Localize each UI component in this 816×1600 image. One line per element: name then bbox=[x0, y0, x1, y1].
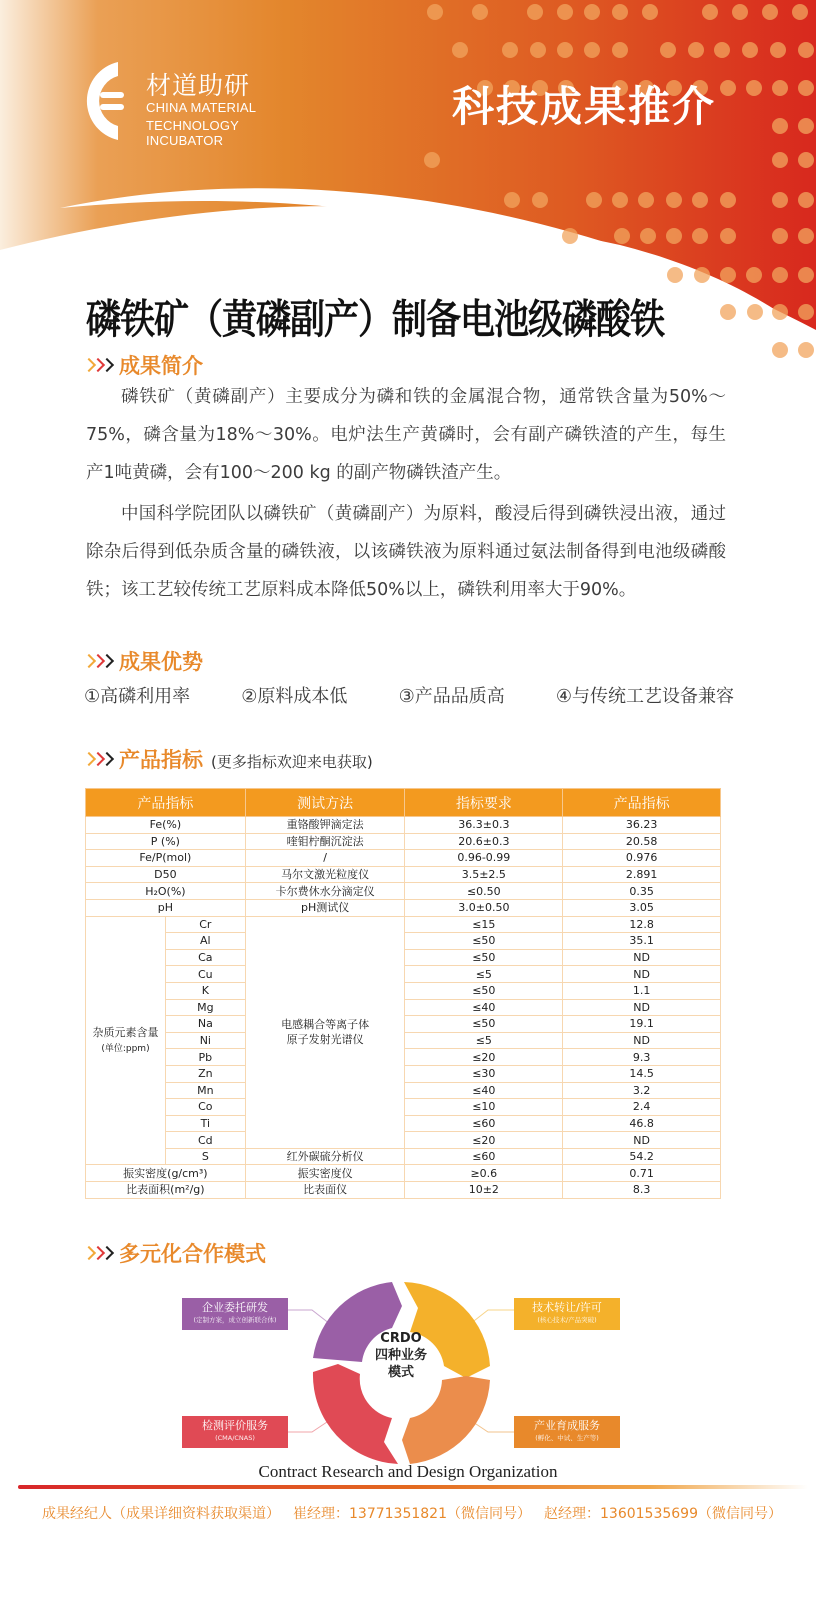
cell-value: 0.976 bbox=[563, 850, 721, 867]
mode-title: 产业育成服务 bbox=[534, 1419, 600, 1432]
crdo-center-label bbox=[365, 1330, 437, 1381]
cell-requirement: 20.6±0.3 bbox=[405, 833, 563, 850]
contact-zhao[interactable]: 赵经理：13601535699（微信同号） bbox=[544, 1506, 782, 1522]
mode-box-rd-commission bbox=[182, 1298, 288, 1330]
advantage-item: ④与传统工艺设备兼容 bbox=[555, 686, 734, 707]
broker-label: 成果经纪人（成果详细资料获取渠道） bbox=[42, 1506, 280, 1522]
table-row bbox=[86, 1148, 721, 1165]
cell-element: Mn bbox=[165, 1082, 245, 1099]
cell-item: H₂O(%) bbox=[86, 883, 246, 900]
cell-requirement: ≤40 bbox=[405, 1082, 563, 1099]
cell-element: Ca bbox=[165, 949, 245, 966]
cell-requirement: ≤50 bbox=[405, 982, 563, 999]
triple-chevron-icon bbox=[84, 656, 111, 666]
cell-requirement: 36.3±0.3 bbox=[405, 817, 563, 834]
column-header: 产品指标 bbox=[86, 789, 246, 817]
section-title: 产品指标 bbox=[119, 748, 203, 772]
cell-value: ND bbox=[563, 999, 721, 1016]
cell-element: Zn bbox=[165, 1065, 245, 1082]
crdo-caption: Contract Research and Design Organization bbox=[258, 1462, 558, 1481]
table-row bbox=[86, 817, 721, 834]
cell-element: Cr bbox=[165, 916, 245, 933]
cell-element: Pb bbox=[165, 1049, 245, 1066]
cell-item: Fe/P(mol) bbox=[86, 850, 246, 867]
impurity-group-label bbox=[86, 916, 166, 1165]
cell-value: ND bbox=[563, 966, 721, 983]
spec-table bbox=[85, 788, 721, 1199]
cell-value: ND bbox=[563, 1032, 721, 1049]
cell-requirement: 3.5±2.5 bbox=[405, 866, 563, 883]
cell-item: Fe(%) bbox=[86, 817, 246, 834]
table-row bbox=[86, 916, 721, 933]
advantages-list bbox=[84, 682, 734, 708]
cell-requirement: ≤60 bbox=[405, 1148, 563, 1165]
advantage-item: ①高磷利用率 bbox=[84, 686, 191, 707]
intro-paragraph-1: 磷铁矿（黄磷副产）主要成分为磷和铁的金属混合物，通常铁含量为50%～75%，磷含量为18%～30%。电炉法生产黄磷时，会有副产磷铁渣的产生，每生产1吨黄磷，会有100～200 kg 的副产物磷铁渣产生。 bbox=[86, 387, 726, 483]
cell-requirement: ≤40 bbox=[405, 999, 563, 1016]
cell-element: Al bbox=[165, 933, 245, 950]
cell-element: Co bbox=[165, 1099, 245, 1116]
cell-value: 14.5 bbox=[563, 1065, 721, 1082]
page-title: 磷铁矿（黄磷副产）制备电池级磷酸铁 bbox=[86, 297, 665, 344]
cell-item: 振实密度(g/cm³) bbox=[86, 1165, 246, 1182]
cell-value: 3.2 bbox=[563, 1082, 721, 1099]
cell-requirement: ≤50 bbox=[405, 949, 563, 966]
cell-value: 3.05 bbox=[563, 899, 721, 916]
footer-divider bbox=[18, 1485, 808, 1489]
mode-subtitle: (孵化、中试、生产等) bbox=[535, 1434, 599, 1442]
cell-element: Cu bbox=[165, 966, 245, 983]
advantage-item: ③产品品质高 bbox=[398, 686, 505, 707]
cell-method-icp bbox=[245, 916, 405, 1148]
cell-value: 9.3 bbox=[563, 1049, 721, 1066]
cell-requirement: ≤10 bbox=[405, 1099, 563, 1116]
mode-title: 检测评价服务 bbox=[202, 1419, 268, 1432]
cell-value: 8.3 bbox=[563, 1182, 721, 1199]
cell-value: 2.4 bbox=[563, 1099, 721, 1116]
logo-name-cn: 材道助研 bbox=[146, 71, 251, 100]
cell-requirement: ≥0.6 bbox=[405, 1165, 563, 1182]
cell-value: 36.23 bbox=[563, 817, 721, 834]
table-row bbox=[86, 1165, 721, 1182]
mode-subtitle: (CMA/CNAS) bbox=[215, 1434, 255, 1442]
cell-requirement: ≤5 bbox=[405, 1032, 563, 1049]
brand-logo bbox=[78, 60, 318, 148]
cell-value: 12.8 bbox=[563, 916, 721, 933]
table-row bbox=[86, 833, 721, 850]
cell-method: 红外碳硫分析仪 bbox=[245, 1148, 405, 1165]
cell-element: Cd bbox=[165, 1132, 245, 1149]
cell-method: 喹钼柠酮沉淀法 bbox=[245, 833, 405, 850]
cell-requirement: 3.0±0.50 bbox=[405, 899, 563, 916]
cell-item: D50 bbox=[86, 866, 246, 883]
cell-method: 卡尔费休水分滴定仪 bbox=[245, 883, 405, 900]
cell-element: Mg bbox=[165, 999, 245, 1016]
cell-method: 振实密度仪 bbox=[245, 1165, 405, 1182]
cell-element: S bbox=[165, 1148, 245, 1165]
triple-chevron-icon bbox=[84, 1248, 111, 1258]
cell-value: 2.891 bbox=[563, 866, 721, 883]
logo-name-en-line1: CHINA MATERIAL bbox=[146, 100, 257, 115]
logo-name-en-line2: TECHNOLOGY INCUBATOR bbox=[146, 118, 239, 148]
cell-requirement: ≤15 bbox=[405, 916, 563, 933]
contact-footer bbox=[42, 1503, 782, 1523]
cell-value: ND bbox=[563, 949, 721, 966]
cell-method: pH测试仪 bbox=[245, 899, 405, 916]
cell-value: 35.1 bbox=[563, 933, 721, 950]
section-title: 成果优势 bbox=[119, 650, 203, 674]
column-header: 测试方法 bbox=[245, 789, 405, 817]
mode-subtitle: (核心技术/产品突破) bbox=[537, 1316, 597, 1324]
contact-cui[interactable]: 崔经理：13771351821（微信同号） bbox=[293, 1506, 531, 1522]
cell-method: 重铬酸钾滴定法 bbox=[245, 817, 405, 834]
section-heading-advantages bbox=[84, 648, 203, 674]
section-note: (更多指标欢迎来电获取) bbox=[211, 752, 373, 771]
cell-element: Na bbox=[165, 1016, 245, 1033]
mode-title: 企业委托研发 bbox=[202, 1301, 268, 1314]
c-stripes-logo-icon bbox=[78, 60, 128, 142]
cell-requirement: 10±2 bbox=[405, 1182, 563, 1199]
cell-item: P (%) bbox=[86, 833, 246, 850]
cell-requirement: ≤0.50 bbox=[405, 883, 563, 900]
cell-item: pH bbox=[86, 899, 246, 916]
table-row bbox=[86, 1182, 721, 1199]
cell-requirement: ≤50 bbox=[405, 1016, 563, 1033]
cell-requirement: ≤50 bbox=[405, 933, 563, 950]
section-title: 成果简介 bbox=[119, 354, 203, 378]
cell-value: 0.71 bbox=[563, 1165, 721, 1182]
cell-method: 比表面仪 bbox=[245, 1182, 405, 1199]
mode-box-testing bbox=[182, 1416, 288, 1448]
section-title: 多元化合作模式 bbox=[119, 1242, 266, 1266]
cell-value: 54.2 bbox=[563, 1148, 721, 1165]
cell-value: 19.1 bbox=[563, 1016, 721, 1033]
section-heading-intro bbox=[84, 352, 203, 378]
mode-subtitle: (定制方案，成立创新联合体) bbox=[193, 1316, 277, 1324]
cell-item: 比表面积(m²/g) bbox=[86, 1182, 246, 1199]
cell-requirement: ≤60 bbox=[405, 1115, 563, 1132]
cell-requirement: ≤5 bbox=[405, 966, 563, 983]
cell-method: / bbox=[245, 850, 405, 867]
triple-chevron-icon bbox=[84, 360, 111, 370]
table-row bbox=[86, 850, 721, 867]
cell-element: K bbox=[165, 982, 245, 999]
table-row bbox=[86, 899, 721, 916]
center-line-3: 模式 bbox=[387, 1365, 414, 1380]
impurity-label: 杂质元素含量 bbox=[92, 1025, 159, 1039]
cell-element: Ni bbox=[165, 1032, 245, 1049]
advantage-item: ②原料成本低 bbox=[241, 686, 348, 707]
table-row bbox=[86, 883, 721, 900]
icp-method-line1: 电感耦合等离子体 bbox=[281, 1018, 370, 1032]
banner-title: 科技成果推介 bbox=[452, 82, 717, 131]
triple-chevron-icon bbox=[84, 754, 111, 764]
cell-value: 46.8 bbox=[563, 1115, 721, 1132]
cell-requirement: 0.96-0.99 bbox=[405, 850, 563, 867]
center-line-1: CRDO bbox=[380, 1331, 422, 1346]
table-row bbox=[86, 866, 721, 883]
cell-value: 0.35 bbox=[563, 883, 721, 900]
mode-box-tech-transfer bbox=[514, 1298, 620, 1330]
intro-paragraph-2: 中国科学院团队以磷铁矿（黄磷副产）为原料，酸浸后得到磷铁浸出液，通过除杂后得到低杂质含量的磷铁液，以该磷铁液为原料通过氨法制备得到电池级磷酸铁；该工艺较传统工艺原料成本降低50%以上，磷铁利用率大于90%。 bbox=[86, 504, 726, 600]
center-line-2: 四种业务 bbox=[374, 1348, 427, 1363]
cell-requirement: ≤20 bbox=[405, 1132, 563, 1149]
icp-method-line2: 原子发射光谱仪 bbox=[286, 1033, 364, 1047]
cell-value: ND bbox=[563, 1132, 721, 1149]
cell-value: 20.58 bbox=[563, 833, 721, 850]
cell-method: 马尔文激光粒度仪 bbox=[245, 866, 405, 883]
impurity-unit: (单位:ppm) bbox=[101, 1043, 150, 1054]
cell-element: Ti bbox=[165, 1115, 245, 1132]
cell-requirement: ≤20 bbox=[405, 1049, 563, 1066]
mode-box-incubation bbox=[514, 1416, 620, 1448]
crdo-cycle-diagram bbox=[170, 1262, 630, 1472]
column-header: 指标要求 bbox=[405, 789, 563, 817]
column-header: 产品指标 bbox=[563, 789, 721, 817]
table-header-row bbox=[86, 789, 721, 817]
cell-requirement: ≤30 bbox=[405, 1065, 563, 1082]
cell-value: 1.1 bbox=[563, 982, 721, 999]
mode-title: 技术转让/许可 bbox=[532, 1301, 602, 1314]
section-heading-specs bbox=[84, 746, 373, 772]
